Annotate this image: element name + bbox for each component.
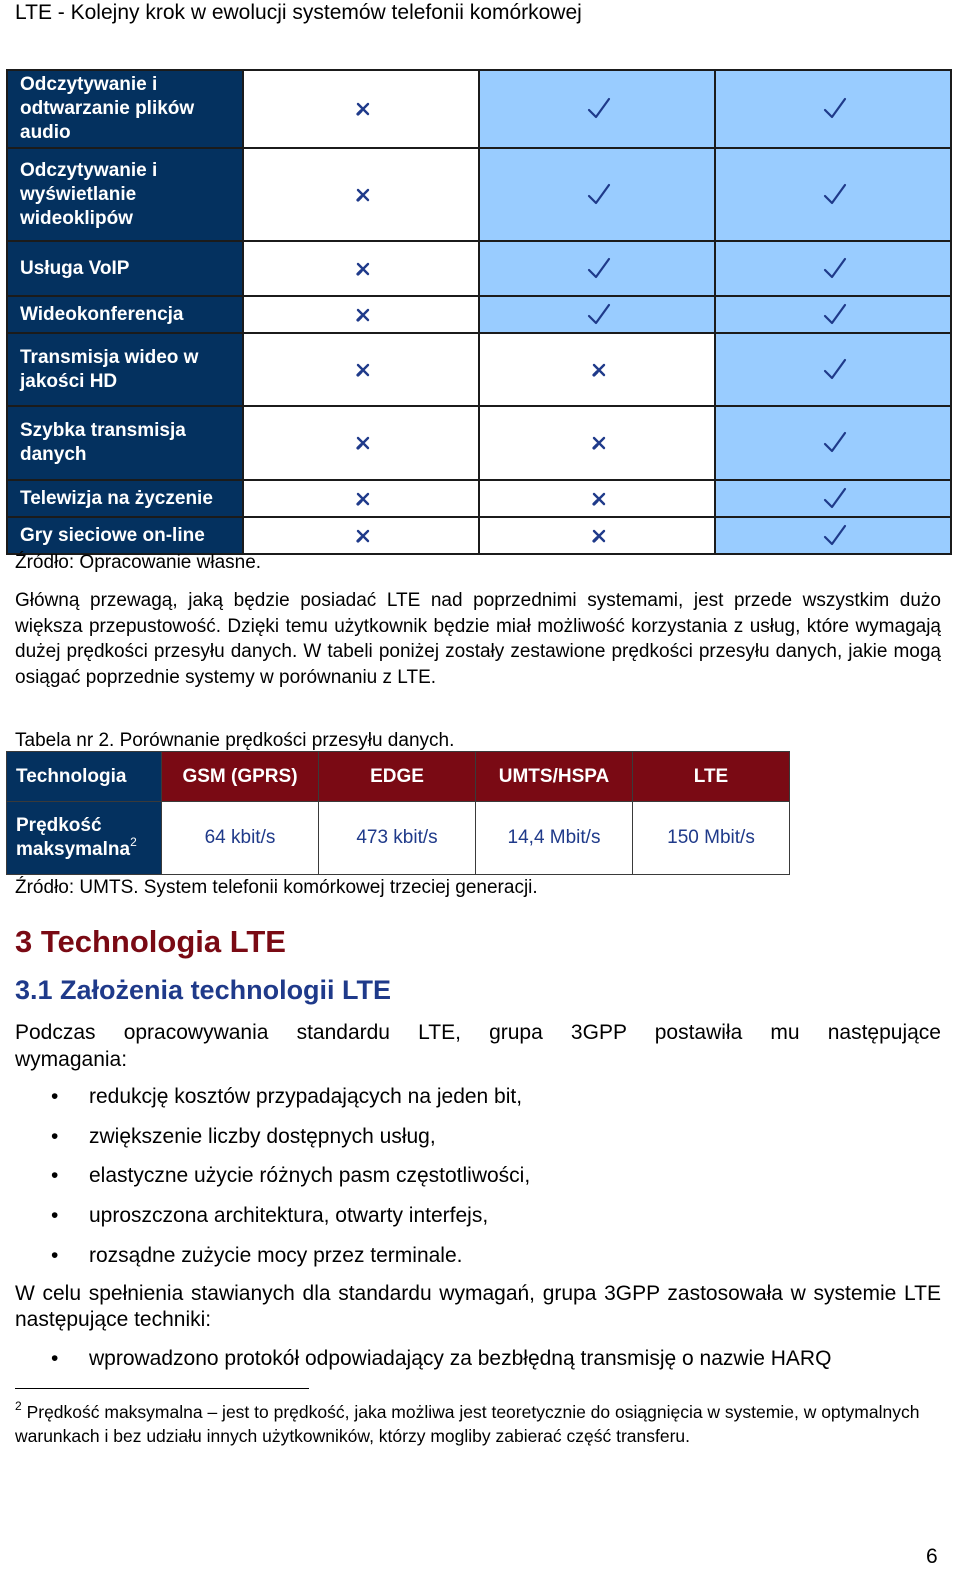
cross-icon [586, 430, 612, 456]
feature-cell [243, 480, 479, 517]
speed-value-gsm: 64 kbit/s [162, 802, 319, 875]
feature-cell [243, 241, 479, 296]
speed-value-umts: 14,4 Mbit/s [476, 802, 633, 875]
feature-cell [243, 148, 479, 241]
cross-icon [350, 523, 376, 549]
check-icon [822, 523, 848, 549]
section-heading: 3 Technologia LTE [15, 924, 286, 959]
check-icon [586, 182, 612, 208]
feature-cell [479, 241, 715, 296]
check-icon [586, 302, 612, 328]
feature-cell [243, 333, 479, 406]
check-icon [822, 182, 848, 208]
requirement-item [0, 1123, 960, 1151]
cross-icon [586, 523, 612, 549]
feature-cell [479, 406, 715, 480]
footnote-separator [15, 1388, 309, 1389]
footnote-number: 2 [15, 1399, 22, 1413]
feature-cell [715, 148, 951, 241]
feature-cell [479, 70, 715, 148]
speed-header-umts: UMTS/HSPA [476, 752, 633, 802]
bullet-icon: • [51, 1347, 59, 1370]
feature-label: Usługa VoIP [7, 241, 243, 296]
speed-table-value-row [7, 802, 790, 875]
cross-icon [586, 486, 612, 512]
techniques-intro: W celu spełnienia stawianych dla standardu wymagań, grupa 3GPP zastosowała w systemie LTE następujące techniki: [15, 1282, 941, 1331]
speed-header-lte: LTE [633, 752, 790, 802]
bullet-icon: • [51, 1085, 59, 1108]
cross-icon [350, 256, 376, 282]
speed-table [6, 751, 790, 875]
cross-icon [350, 302, 376, 328]
speed-table-caption: Tabela nr 2. Porównanie prędkości przesyłu danych. [15, 730, 455, 751]
speed-value-edge: 473 kbit/s [319, 802, 476, 875]
speed-row-label: Prędkość maksymalna$^2$ [7, 802, 162, 875]
feature-label: Telewizja na życzenie [7, 480, 243, 517]
subsection-heading: 3.1 Założenia technologii LTE [15, 975, 392, 1005]
speed-table-source: Źródło: UMTS. System telefonii komórkowej trzeciej generacji. [15, 877, 538, 898]
page-number: 6 [926, 1545, 938, 1568]
check-icon [822, 430, 848, 456]
feature-cell [715, 480, 951, 517]
feature-row [7, 296, 951, 333]
list-item-text: wprowadzono protokół odpowiadający za bezbłędną transmisję o nazwie HARQ [89, 1347, 832, 1370]
feature-cell [479, 333, 715, 406]
footnote-ref: 2 [130, 835, 137, 849]
bullet-icon: • [51, 1164, 59, 1188]
check-icon [822, 486, 848, 512]
feature-cell [479, 296, 715, 333]
check-icon [822, 256, 848, 282]
feature-row [7, 70, 951, 148]
cross-icon [350, 486, 376, 512]
cross-icon [350, 182, 376, 208]
requirements-intro [15, 1019, 941, 1073]
check-icon [822, 302, 848, 328]
list-item-text: redukcję kosztów przypadających na jeden bit, [89, 1085, 523, 1108]
feature-label: Gry sieciowe on-line [7, 517, 243, 554]
feature-cell [715, 406, 951, 480]
feature-row [7, 148, 951, 241]
feature-label: Odczytywanie i odtwarzanie plików audio [7, 70, 243, 148]
feature-label: Transmisja wideo w jakości HD [7, 333, 243, 406]
features-table-source: Źródło: Opracowanie własne. [15, 552, 262, 573]
feature-row [7, 517, 951, 554]
feature-cell [715, 333, 951, 406]
feature-label: Odczytywanie i wyświetlanie wideoklipów [7, 148, 243, 241]
feature-cell [243, 296, 479, 333]
requirement-item [0, 1202, 960, 1230]
bullet-icon: • [51, 1204, 59, 1228]
feature-label: Szybka transmisja danych [7, 406, 243, 480]
feature-cell [715, 517, 951, 554]
feature-cell [243, 70, 479, 148]
cross-icon [350, 430, 376, 456]
requirement-item [0, 1162, 960, 1190]
list-item-text: zwiększenie liczby dostępnych usług, [89, 1124, 436, 1148]
speed-header-gsm: GSM (GPRS) [162, 752, 319, 802]
feature-cell [479, 148, 715, 241]
check-icon [586, 96, 612, 122]
technique-item [0, 1345, 960, 1373]
feature-cell [479, 480, 715, 517]
feature-cell [715, 296, 951, 333]
bullet-icon: • [51, 1124, 59, 1148]
speed-table-header-row [7, 752, 790, 802]
footnote-text: Prędkość maksymalna – jest to prędkość, jaka możliwa jest teoretycznie do osiągnięcia w systemie, w optymalnych warunkach i bez udziału innych użytkowników, którzy mogliby zabierać część transferu. [15, 1402, 920, 1446]
feature-row [7, 406, 951, 480]
requirement-item [0, 1242, 960, 1270]
check-icon [586, 256, 612, 282]
paragraph-bandwidth: Główną przewagą, jaką będzie posiadać LTE nad poprzednimi systemami, jest przede wszystkim dużo większa przepustowość. Dzięki temu użytkownik będzie miał możliwość korzystania z usług, które wymagają dużej prędkości przesyłu danych. W tabeli poniżej zostały zestawione prędkości przesyłu danych, jakie mogą osiągać poprzednie systemy w porównaniu z LTE. [15, 590, 941, 688]
feature-cell [243, 406, 479, 480]
cross-icon [350, 357, 376, 383]
speed-value-lte: 150 Mbit/s [633, 802, 790, 875]
speed-header-technology: Technologia [7, 752, 162, 802]
check-icon [822, 357, 848, 383]
feature-cell [715, 70, 951, 148]
feature-cell [715, 241, 951, 296]
speed-header-edge: EDGE [319, 752, 476, 802]
feature-cell [479, 517, 715, 554]
feature-label: Wideokonferencja [7, 296, 243, 333]
list-item-text: rozsądne zużycie mocy przez terminale. [89, 1243, 463, 1267]
features-table [6, 69, 952, 555]
cross-icon [586, 357, 612, 383]
running-header: LTE - Kolejny krok w ewolucji systemów telefonii komórkowej [15, 1, 582, 24]
feature-row [7, 333, 951, 406]
list-item-text: uproszczona architektura, otwarty interfejs, [89, 1204, 489, 1228]
requirements-intro-line2: wymagania: [15, 1048, 128, 1071]
requirement-item [0, 1083, 960, 1111]
feature-cell [243, 517, 479, 554]
list-item-text: elastyczne użycie różnych pasm częstotliwości, [89, 1164, 531, 1188]
feature-row [7, 480, 951, 517]
check-icon [822, 96, 848, 122]
cross-icon [350, 96, 376, 122]
footnote [15, 1400, 941, 1448]
feature-row [7, 241, 951, 296]
requirements-intro-line1: Podczas opracowywania standardu LTE, grupa 3GPP postawiła mu następujące [15, 1021, 941, 1044]
bullet-icon: • [51, 1243, 59, 1267]
